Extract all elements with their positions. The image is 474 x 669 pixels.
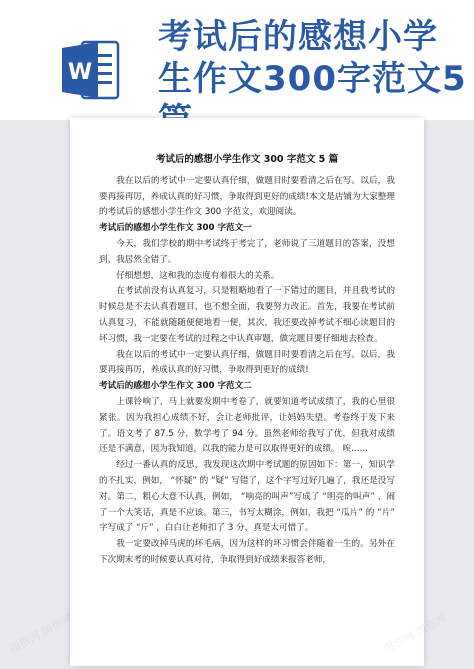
paragraph: 仔细想想，这和我的态度有着很大的关系。 [116,270,280,281]
watermark-text: 图创网 图创网 [381,611,449,656]
banner [0,0,474,120]
section-heading: 考试后的感想小学生作文 300 字范文一 [99,223,252,234]
document-body [99,130,395,569]
paragraph: 今天，我们学校的期中考试终于考完了，老师说了三道题目的答案，没想到，我居然全错了。 [99,238,395,265]
word-logo-letter: W [67,60,93,85]
paragraph: 经过一番认真的反思，我发现这次期中考试题的原因如下：第一，知识学的不扎实，例如， “怀疑” 的 “疑” 写错了，这个字写过好几遍了，我还是没写对。第二，粗心大意不认真，例如， “响亮的叫声”写成了 “明亮的叫声” ，闹了一个大笑话，真是不应该。第三，书写太糊涂，例如，我把 “瓜片” 的 “片” 字写成了 “斤” ，白白让老师扣了 3 分，真是太可惜了。 [99,460,395,534]
watermark-text: 图创网 图创网 [7,611,75,656]
document-page [70,118,424,666]
banner-title-line1: 考试后的感想小学 [158,17,438,57]
watermark [0,603,474,663]
section-heading: 考试后的感想小学生作文 300 字范文二 [99,381,252,392]
paragraph: 我在以后的考试中一定要认真仔细，做题目时要看清之后在写。以后，我要再接再厉，养成认真的好习惯，争取得到更好的成绩! [99,349,395,376]
document-title: 考试后的感想小学生作文 300 字范文 5 篇 [155,154,339,165]
paragraph: 在考试前没有认真复习，只是粗略地看了一下错过的题目，并且我考试的时候总是不去认真看题目，也不想全面，我要努力改正。首先，我要在考试前认真复习，不能就随随便便地看一便，其次，我还要改掉考试不细心读题目的坏习惯，我一定要在考试的过程之中认真审题，做完题目要仔细地去检查。 [99,286,395,344]
banner-title-line2: 生作文300字范文5 [158,59,467,99]
paragraph: 我在以后的考试中一定要认真仔细，做题目时要看清之后在写。以后，我要再接再厉，养成认真的好习惯，争取得到更好的成绩!本文是店铺为大家整理的考试后的感想小学生作文 300 字范文，欢迎阅读。 [99,175,395,218]
paragraph: 上课铃响了，马上就要发期中考卷了，就要知道考试成绩了，我的心里很紧张。因为我担心成绩不好，会让老师批评，让妈妈失望。考卷终于发下来了。语文考了 87.5 分，数学考了 94 分。虽然老师给我写了优，但我对成绩还是不满意，因为我知道，以我的能力是可以取得更好的成绩。 唉…… [99,396,395,455]
document-content [99,174,395,569]
word-document-icon [62,38,120,102]
paragraph: 我一定要改掉马虎的坏毛病，因为这样的坏习惯会伴随着一生的。另外在下次期末考的时候要认真对待，争取得到好成绩来报答老师， [99,539,395,565]
